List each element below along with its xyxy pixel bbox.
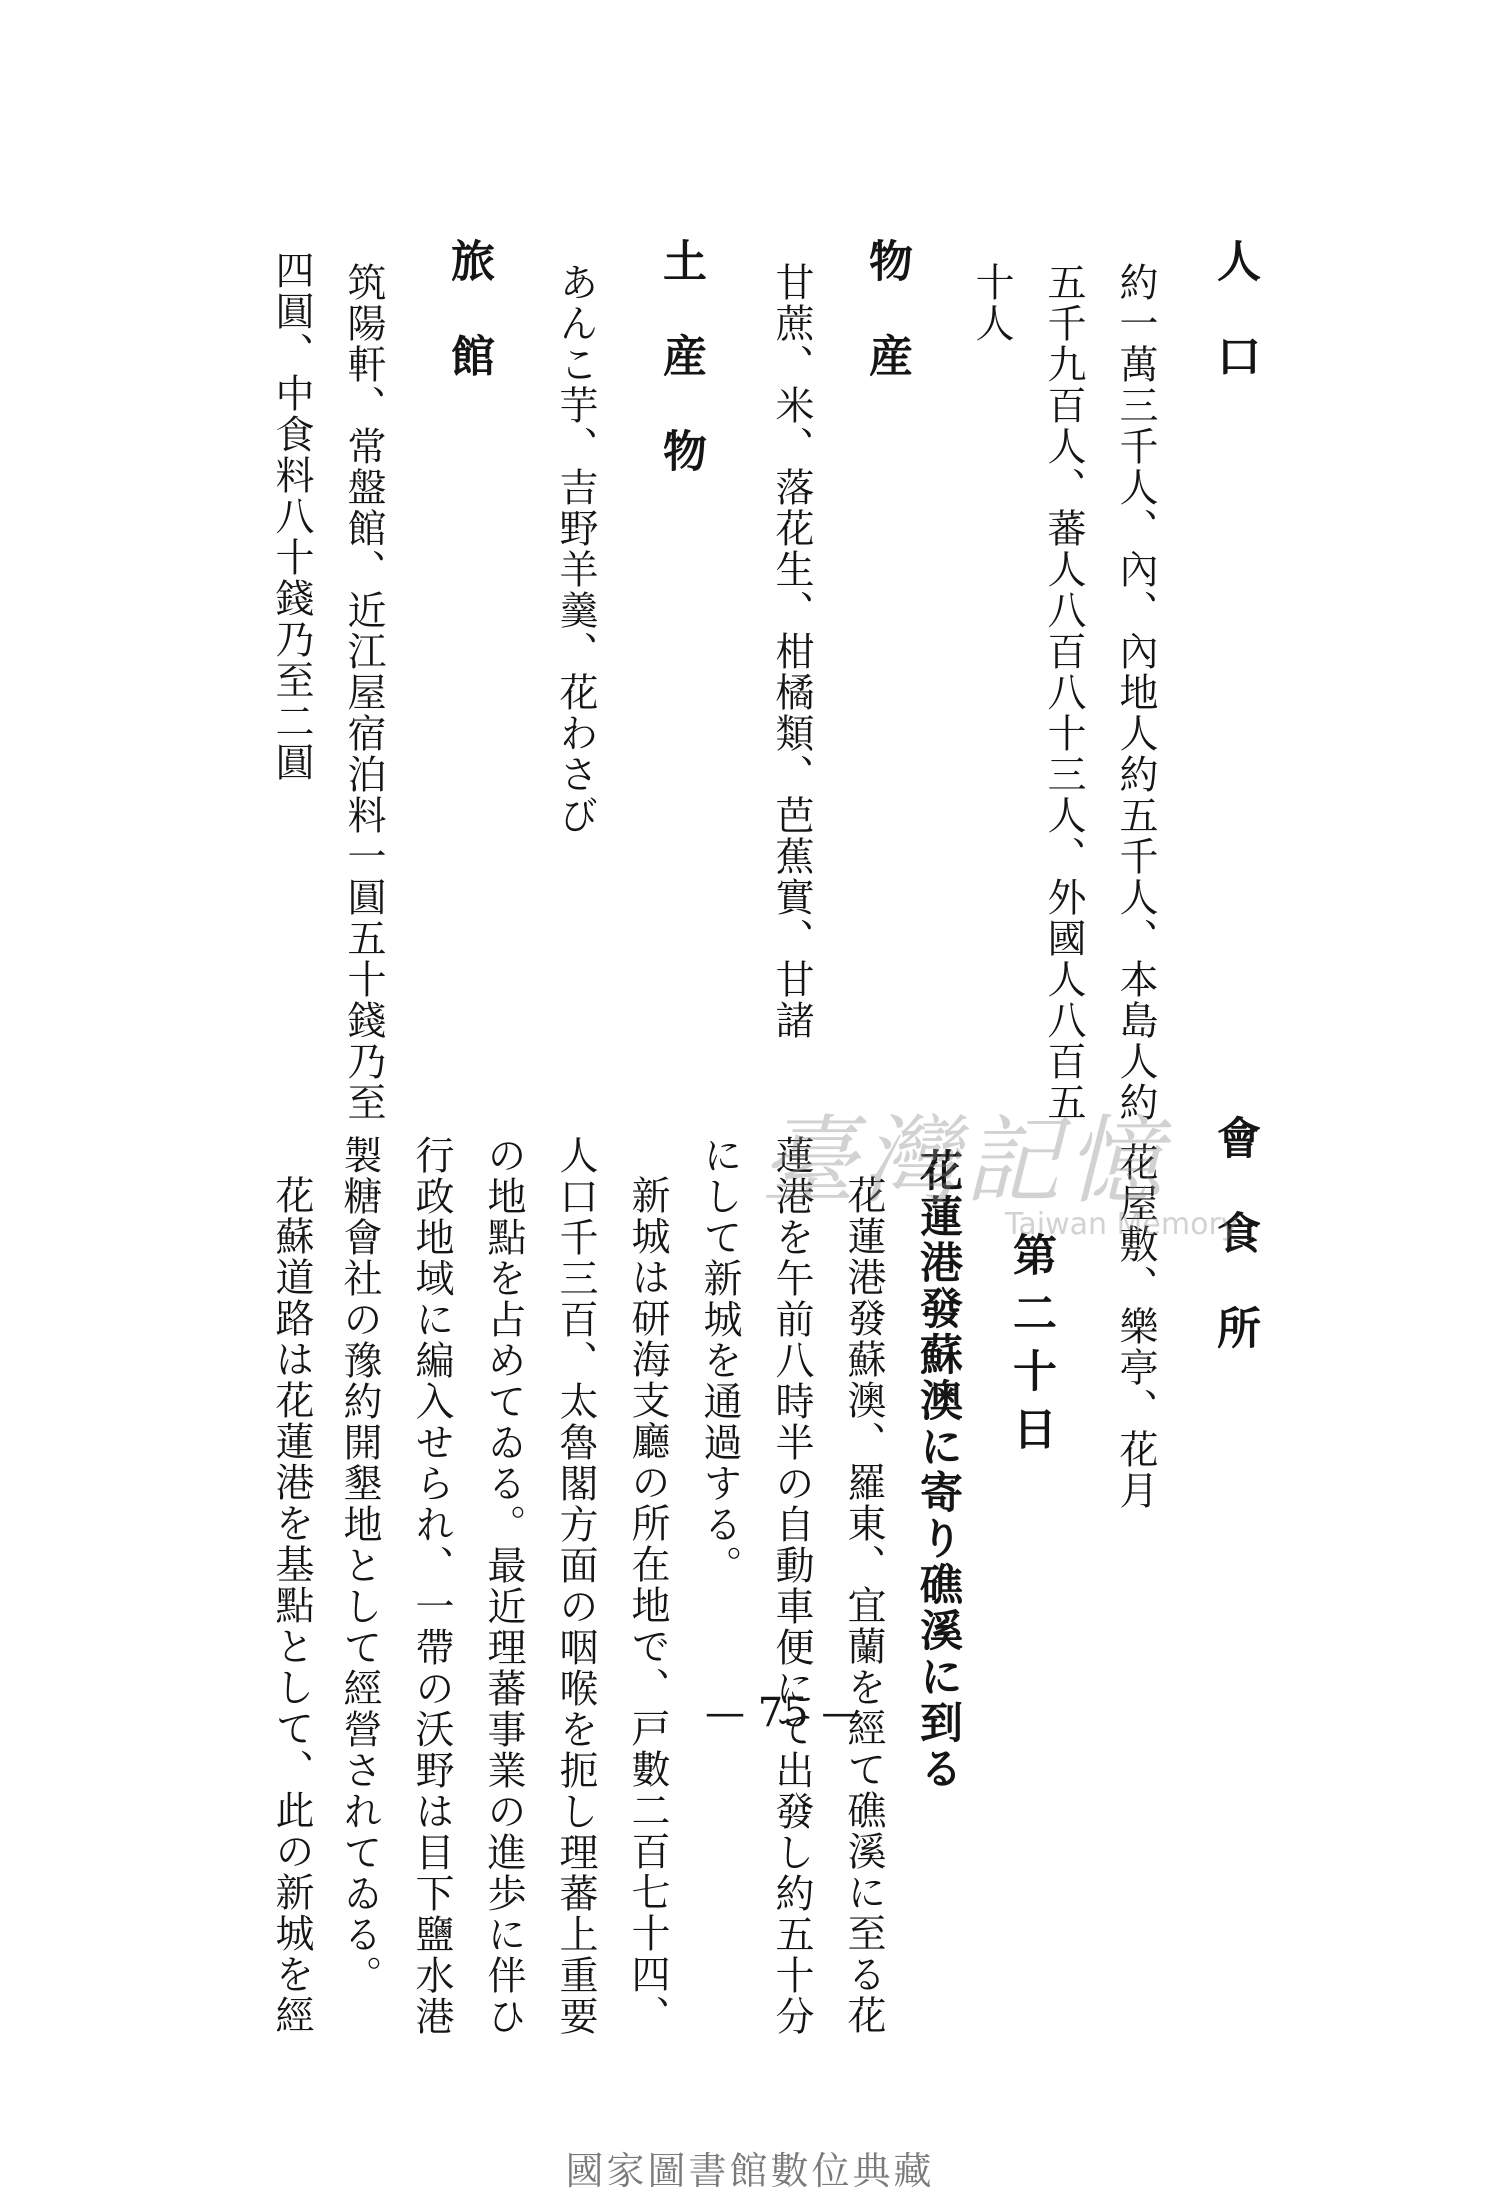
paragraph-2-line-5: 製糖會社の豫約開墾地として經營されてゐる。 (337, 1135, 382, 1996)
paragraph-2-line-2: 人口千三百、太魯閣方面の咽喉を扼し理蕃上重要 (553, 1135, 598, 2037)
inn-line-2: 四圓、中食料八十錢乃至二圓 (269, 250, 314, 783)
local-products-heading: 土 産 物 (655, 238, 706, 472)
dining-heading: 會 食 所 (1209, 1115, 1260, 1349)
watermark-sub-text: Taiwan Memory (1005, 1207, 1239, 1242)
paragraph-2-line-1: 新城は研海支廳の所在地で、戸數二百七十四、 (625, 1175, 670, 2036)
inn-heading: 旅 館 (443, 238, 494, 377)
paragraph-1-line-2: 蓮港を午前八時半の自動車便にて出發し約五十分 (769, 1135, 814, 2037)
watermark-main-text: 臺灣記憶 (760, 1105, 1168, 1217)
library-footer: 國家圖書館數位典藏 (565, 2149, 935, 2193)
population-heading: 人 口 (1209, 238, 1260, 377)
chapter-title: 第二十日 (1005, 1232, 1056, 1464)
local-products-line-1: あんこ芋、吉野羊羹、花わさび (553, 262, 598, 836)
dining-line-1: 花屋敷、樂亭、花月 (1113, 1142, 1158, 1511)
section-title: 花蓮港發蘇澳に寄り礁溪に到る (913, 1148, 963, 1792)
page-number: — 75 — (705, 1690, 862, 1736)
population-line-2: 五千九百人、蕃人八百八十三人、外國人八百五 (1041, 262, 1086, 1123)
products-line-1: 甘蔗、米、落花生、柑橘類、芭蕉實、甘諸 (769, 262, 814, 1041)
paragraph-1-line-1: 花蓮港發蘇澳、羅東、宜蘭を經て礁溪に至る花 (841, 1175, 886, 2036)
paragraph-1-line-3: にして新城を通過する。 (697, 1135, 742, 1586)
paragraph-2-line-4: 行政地域に編入せられ、一帶の沃野は目下鹽水港 (409, 1135, 454, 2037)
population-line-1: 約一萬三千人、內、內地人約五千人、本島人約 (1113, 262, 1158, 1123)
products-heading: 物 産 (861, 238, 912, 377)
paragraph-3-line-1: 花蘇道路は花蓮港を基點として、此の新城を經 (269, 1175, 314, 2036)
inn-line-1: 筑陽軒、常盤館、近江屋宿泊料一圓五十錢乃至 (341, 262, 386, 1123)
paragraph-2-line-3: の地點を占めてゐる。最近理蕃事業の進歩に伴ひ (481, 1135, 526, 2037)
population-line-3: 十人 (969, 262, 1014, 344)
